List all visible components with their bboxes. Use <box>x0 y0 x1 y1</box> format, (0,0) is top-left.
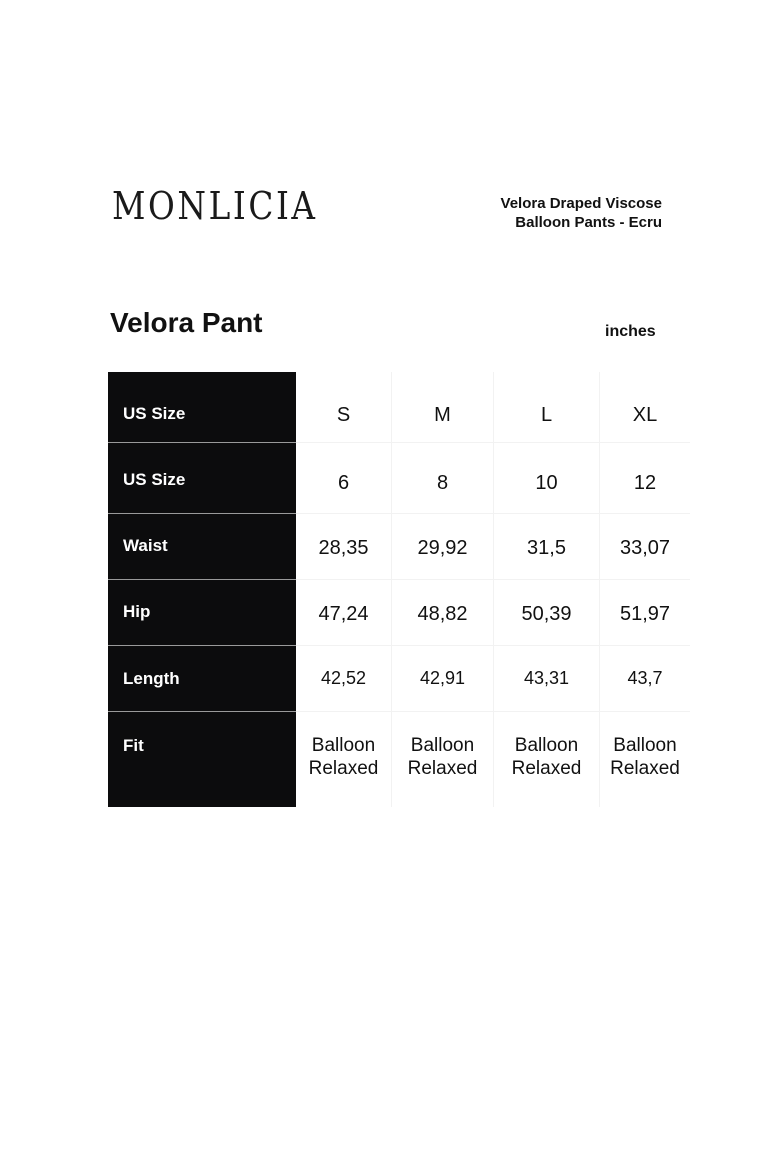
table-cell: L <box>494 372 600 443</box>
table-cell: S <box>296 372 392 443</box>
table-cell: 51,97 <box>600 580 690 646</box>
table-cell: 10 <box>494 443 600 514</box>
fit-line-2: Relaxed <box>511 758 582 779</box>
table-cell: 28,35 <box>296 514 392 580</box>
table-cell: 42,52 <box>296 646 392 712</box>
table-cell: 6 <box>296 443 392 514</box>
row-label-us-size: US Size <box>108 443 296 514</box>
table-row-us-size-letter <box>108 372 690 443</box>
row-label-us-size: US Size <box>108 372 296 443</box>
table-cell: 31,5 <box>494 514 600 580</box>
table-cell: 12 <box>600 443 690 514</box>
table-row-hip <box>108 580 690 646</box>
row-label-fit: Fit <box>108 712 296 807</box>
table-cell: 50,39 <box>494 580 600 646</box>
row-label-waist: Waist <box>108 514 296 580</box>
fit-line-1: Balloon <box>311 735 376 756</box>
table-row-length <box>108 646 690 712</box>
table-cell: 43,7 <box>600 646 690 712</box>
product-name <box>501 194 662 232</box>
table-row-waist <box>108 514 690 580</box>
table-row-us-size-number <box>108 443 690 514</box>
table-cell: 43,31 <box>494 646 600 712</box>
row-label-length: Length <box>108 646 296 712</box>
size-table <box>108 372 690 807</box>
table-cell: XL <box>600 372 690 443</box>
product-name-line-2: Balloon Pants - Ecru <box>515 214 662 231</box>
table-cell <box>296 712 392 807</box>
table-row-fit <box>108 712 690 807</box>
fit-line-1: Balloon <box>514 735 579 756</box>
table-cell: M <box>392 372 494 443</box>
product-name-line-1: Velora Draped Viscose <box>500 195 662 212</box>
fit-line-1: Balloon <box>613 735 677 756</box>
table-cell: 47,24 <box>296 580 392 646</box>
unit-label: inches <box>605 323 656 340</box>
fit-line-2: Relaxed <box>308 758 379 779</box>
table-cell: 48,82 <box>392 580 494 646</box>
table-cell: 29,92 <box>392 514 494 580</box>
table-cell: 42,91 <box>392 646 494 712</box>
brand-logo: MONLICIA <box>112 184 318 228</box>
fit-line-2: Relaxed <box>407 758 478 779</box>
table-cell <box>600 712 690 807</box>
table-cell: 8 <box>392 443 494 514</box>
table-cell: 33,07 <box>600 514 690 580</box>
fit-line-1: Balloon <box>410 735 475 756</box>
size-chart-title: Velora Pant <box>110 307 263 338</box>
table-cell <box>392 712 494 807</box>
table-cell <box>494 712 600 807</box>
fit-line-2: Relaxed <box>610 758 680 779</box>
row-label-hip: Hip <box>108 580 296 646</box>
